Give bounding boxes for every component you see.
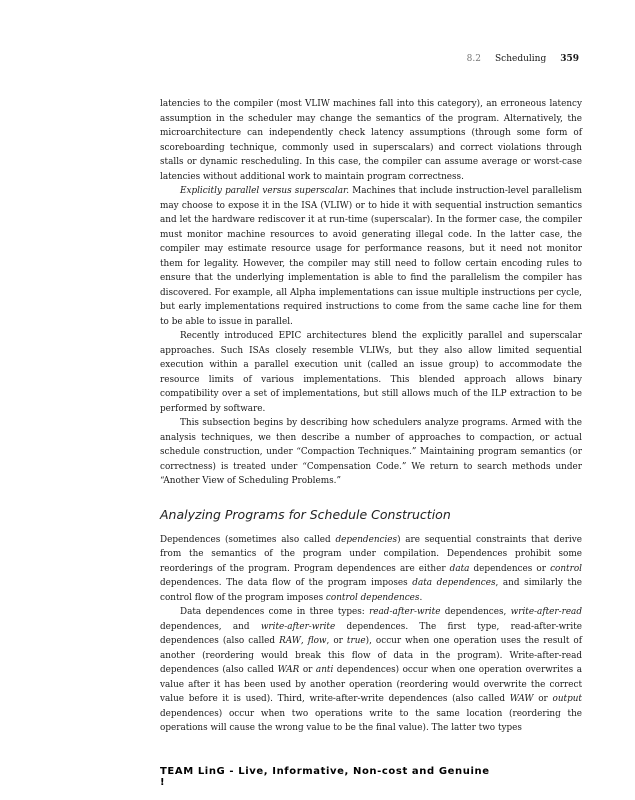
paragraph-6: Data dependences come in three types: read-after-write dependences, write-after-read dependences, and write-after-write dependences. The first type, read-after-write dependences (also called RAW, flow, or true), occur when one operation uses the result of another (reordering would break this flow of data in the program). Write-after-read dependences (also called WAR or anti dependences) occur when one operation overwrites a value after it has been used by another operation (reordering would overwrite the correct value before it is used). Third, write-after-write dependences (also called WAW or output dependences) occur when two operations write to the same location (reordering the operations will cause the wrong value to be the final value). The latter two types [160, 607, 582, 733]
paragraph-5: Dependences (sometimes also called dependencies) are sequential constraints that derive from the semantics of the program under compilation. Dependences prohibit some reorderings of the program. Program dependences are either data dependences or control dependences. The data flow of the program imposes data dependences, and similarly the control flow of the program imposes control dependences. [160, 534, 582, 603]
subsection-heading: Analyzing Programs for Schedule Construction [160, 506, 451, 522]
footer-banner: TEAM LinG - Live, Informative, Non-cost and Genuine ! [160, 766, 490, 788]
paragraph-4: This subsection begins by describing how schedulers analyze programs. Armed with the analysis techniques, we then describe a number of approaches to compaction, or actual schedule construction, under “Compaction Techniques.” Maintaining program semantics (or correctness) is treated under “Compensation Code.” We return to search methods under “Another View of Scheduling Problems.” [160, 418, 582, 486]
body-text [160, 97, 582, 736]
section-number: 8.2 [466, 54, 481, 64]
run-in-heading: Explicitly parallel versus superscalar. [180, 186, 350, 196]
paragraph-3: Recently introduced EPIC architectures blend the explicitly parallel and superscalar approaches. Such ISAs closely resemble VLIWs, but they also allow limited sequential execution within a parallel execution unit (called an issue group) to accommodate the resource limits of various implementations. This blended approach allows binary compatibility over a set of implementations, but still allows much of the ILP extraction to be performed by software. [160, 331, 582, 414]
paragraph-1: latencies to the compiler (most VLIW machines fall into this category), an erroneous latency assumption in the scheduler may change the semantics of the program. Alternatively, the microarchitecture can independently check latency assumptions (through some form of scoreboarding technique, commonly used in superscalars) and correct violations through stalls or dynamic rescheduling. In this case, the compiler can assume average or worst-case latencies without additional work to maintain program correctness. [160, 99, 582, 182]
page-number: 359 [560, 54, 579, 64]
running-head [467, 54, 579, 64]
paragraph-2: Explicitly parallel versus superscalar. Machines that include instruction-level parallelism may choose to expose it in the ISA (VLIW) or to hide it with sequential instruction semantics and let the hardware rediscover it at run-time (superscalar). In the former case, the compiler must monitor machine resources to avoid generating illegal code. In the latter case, the compiler may estimate resource usage for performance reasons, but it need not monitor them for legality. However, the compiler may still need to follow certain encoding rules to ensure that the underlying implementation is able to find the parallelism the compiler has discovered. For example, all Alpha implementations can issue multiple instructions per cycle, but early implementations required instructions to come from the same cache line for them to be able to issue in parallel. [160, 186, 582, 327]
section-title: Scheduling [495, 54, 547, 64]
